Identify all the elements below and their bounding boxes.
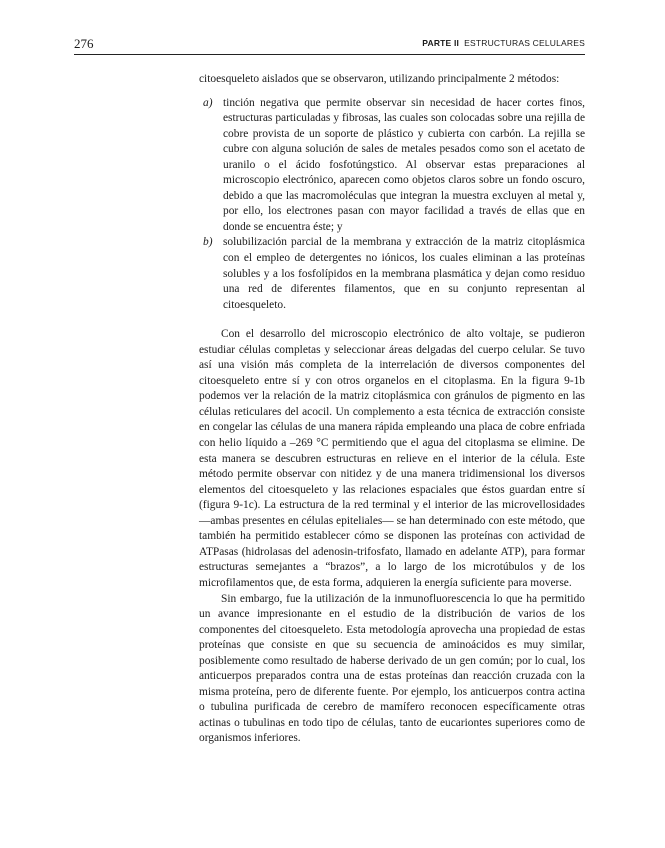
body-text (199, 72, 585, 747)
paragraph: Con el desarrollo del microscopio electrónico de alto voltaje, se pudieron estudiar células completas y seleccionar áreas delgadas del cuerpo celular. Se tuvo así una visión más completa de la interrelación de diversos componentes del citoesqueleto entre sí y con otros organelos en el citoplasma. En la figura 9-1b podemos ver la relación de la matriz citoplásmica con gránulos de pigmento en las células reticulares del acocil. Un complemento a esta técnica de extracción consiste en congelar las células de una manera rápida empleando una placa de cobre enfriada con helio líquido a –269 °C permitiendo que el agua del citoplasma se elimine. De esta manera se descubren estructuras en relieve en el interior de la célula. Este método permite observar con nitidez y de una manera tridimensional los diversos elementos del citoesqueleto y las relaciones espaciales que éstos guardan entre sí (figura 9-1c). La estructura de la red terminal y el interior de las microvellosidades —ambas presentes en células epiteliales— se han determinado con este método, que también ha permitido establecer cómo se disponen las proteínas con actividad de ATPasas (hidrolasas del adenosin-trifosfato, llamado en adelante ATP), para formar estructuras semejantes a “brazos”, a lo largo de los microtúbulos y de los microfilamentos que, de esta forma, adquieren la energía suficiente para moverse. (199, 328, 585, 589)
running-head (422, 38, 585, 48)
list-marker: a) (203, 96, 213, 109)
list-marker: b) (203, 236, 213, 249)
list-item-text: tinción negativa que permite observar sin necesidad de hacer cortes finos, estructuras particuladas y fibrosas, las cuales son colocadas sobre una rejilla de cobre provista de un soporte de plástico y cubierta con carbón. La rejilla se cubre con alguna solución de sales de metales pesados como son el acetato de uranilo o el ácido fosfotúngstico. Al observar estas preparaciones al microscopio electrónico, aparecen como objetos claros sobre un fondo oscuro, debido a que las macromoléculas que integran la muestra excluyen al metal y, por ello, los electrones pasan con mayor facilidad a través de ellas que en donde se encuentra éste; y (223, 96, 585, 233)
page-number: 276 (74, 36, 94, 51)
header-rule (74, 54, 585, 55)
list-item (199, 235, 585, 313)
intro-paragraph: citoesqueleto aislados que se observaron, utilizando principalmente 2 métodos: (199, 73, 560, 85)
part-label: PARTE II (422, 38, 460, 48)
section-title: ESTRUCTURAS CELULARES (464, 38, 585, 48)
list-item (199, 96, 585, 236)
paragraph: Sin embargo, fue la utilización de la inmunofluorescencia lo que ha permitido un avance impresionante en el estudio de la distribución de varios de los componentes del citoesqueleto. Esta metodología aprovecha una propiedad de estas proteínas que consiste en que su secuencia de aminoácidos es muy similar, posiblemente como resultado de haberse derivado de un gen común; por lo cual, los anticuerpos preparados contra una de estas proteínas dan reacción cruzada con la misma proteína, pero de diferente fuente. Por ejemplo, los anticuerpos contra actina o tubulina purificada de cerebro de mamífero reconocen específicamente otras actinas o tubulinas en todo tipo de células, tanto de eucariontes superiores como de organismos inferiores. (199, 592, 585, 745)
list-item-text: solubilización parcial de la membrana y extracción de la matriz citoplásmica con el empleo de detergentes no iónicos, los cuales eliminan a las proteínas solubles y a los fosfolípidos en la membrana plasmática y dejan como residuo una red de diferentes filamentos, que en su conjunto representan al citoesqueleto. (223, 236, 585, 311)
methods-list (199, 96, 585, 314)
page-header (74, 36, 585, 56)
